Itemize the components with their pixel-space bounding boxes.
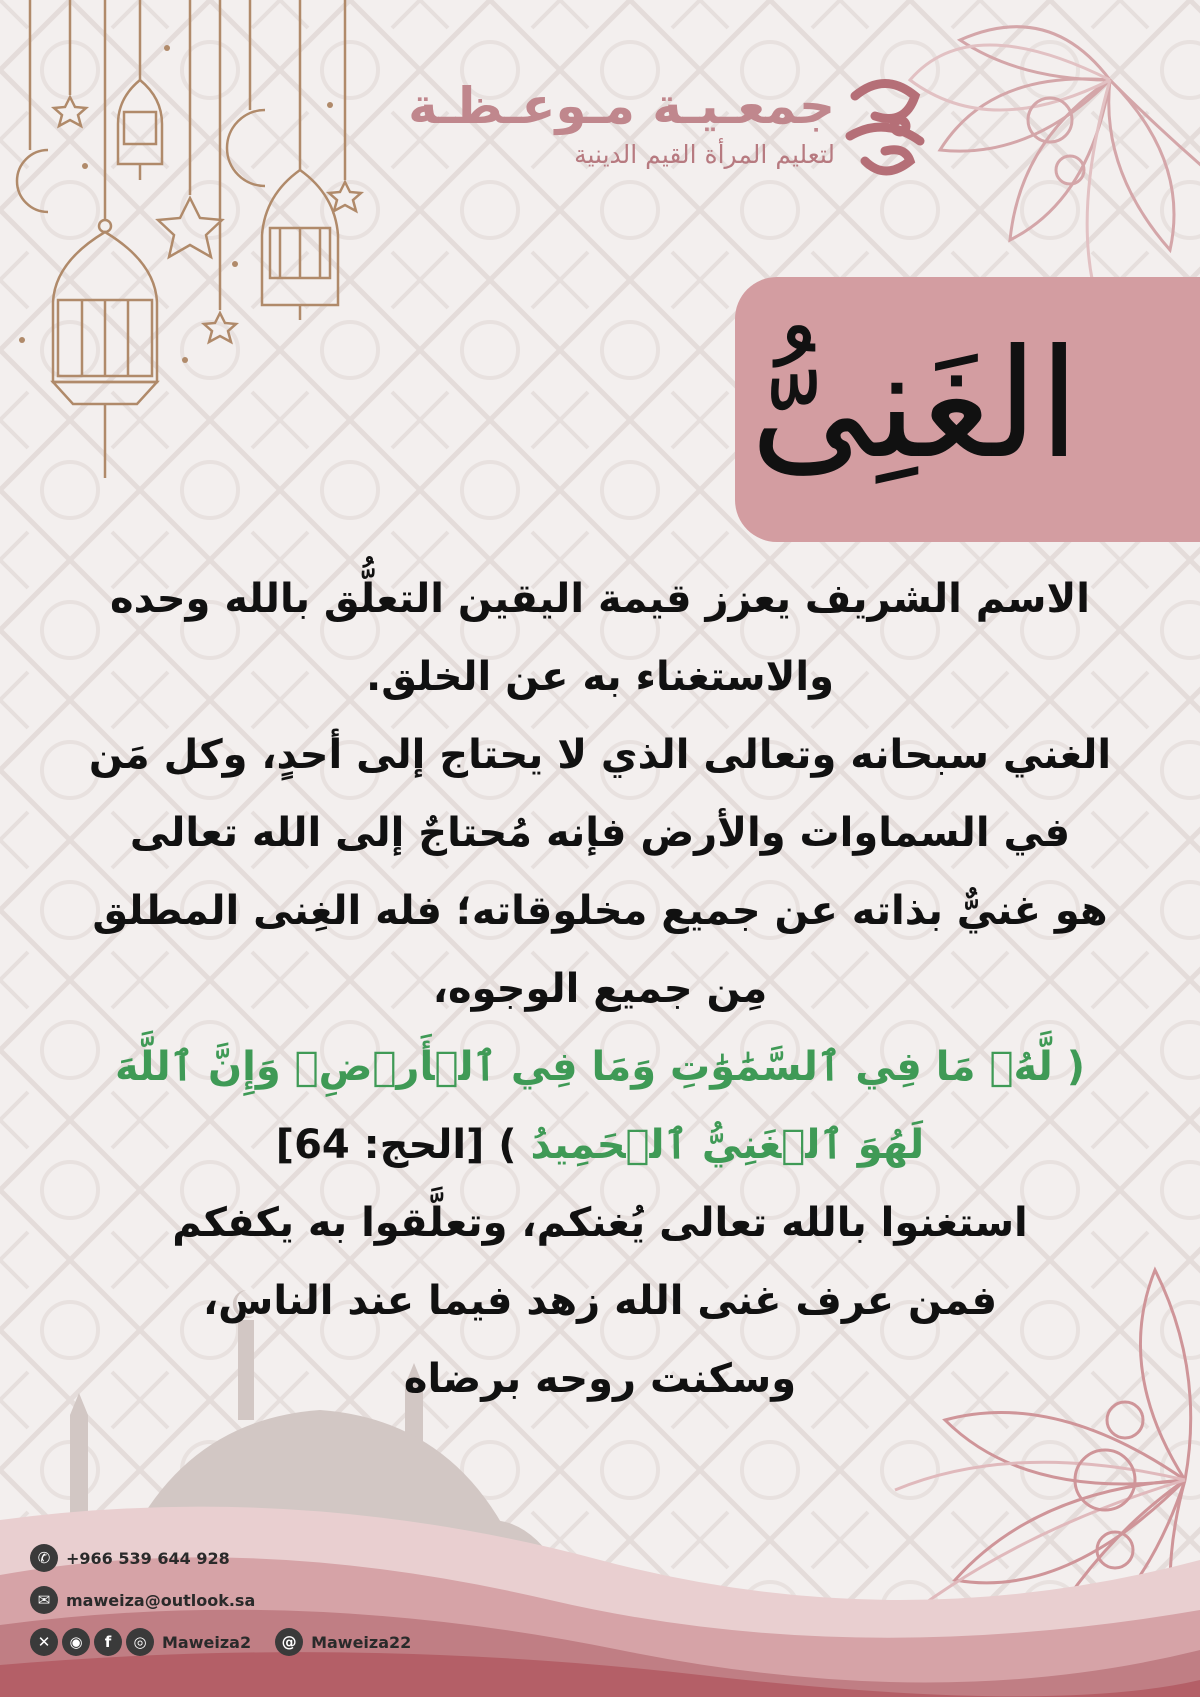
logo-icon xyxy=(835,66,935,186)
snapchat-icon[interactable]: ◉ xyxy=(62,1628,90,1656)
closing-line: استغنوا بالله تعالى يُغنكم، وتعلَّقوا به يكفكم xyxy=(172,1200,1028,1246)
facebook-icon[interactable]: f xyxy=(94,1628,122,1656)
social-row xyxy=(30,1624,411,1660)
email-address[interactable]: maweiza@outlook.sa xyxy=(66,1590,256,1610)
body-line: الاسم الشريف يعزز قيمة اليقين التعلُّق بالله وحده xyxy=(110,576,1090,622)
logo xyxy=(408,78,835,172)
social-handle-1[interactable]: Maweiza2 xyxy=(162,1632,252,1652)
threads-icon[interactable]: @ xyxy=(275,1628,303,1656)
body-line: هو غنيٌّ بذاته عن جميع مخلوقاته؛ فله الغِنى المطلق xyxy=(92,888,1108,934)
logo-subtitle: لتعليم المرأة القيم الدينية xyxy=(574,140,835,169)
crescent-icon xyxy=(17,150,48,212)
closing-line: وسكنت روحه برضاه xyxy=(403,1356,797,1402)
mandala-top-right xyxy=(910,27,1200,310)
phone-row xyxy=(30,1540,411,1576)
lanterns-ornament xyxy=(17,0,361,478)
closing-line: فمن عرف غنى الله زهد فيما عند الناس، xyxy=(202,1278,998,1324)
email-row xyxy=(30,1582,411,1618)
instagram-icon[interactable]: ◎ xyxy=(126,1628,154,1656)
body-line: والاستغناء به عن الخلق. xyxy=(366,654,834,700)
contact-info xyxy=(30,1540,411,1666)
body-text xyxy=(40,560,1160,1418)
page-title: الغَنِىُّ xyxy=(749,318,1081,492)
logo-name: جمعـيـة مـوعـظـة xyxy=(408,77,835,135)
social-handle-2[interactable]: Maweiza22 xyxy=(311,1632,412,1652)
quran-verse-text: لَهُوَ ٱلۡغَنِيُّ ٱلۡحَمِيدُ xyxy=(530,1122,925,1168)
verse-reference: ) [الحج: 64] xyxy=(275,1122,531,1168)
quran-verse-line2 xyxy=(40,1106,1160,1184)
whatsapp-icon[interactable]: ✆ xyxy=(30,1544,58,1572)
x-icon[interactable]: ✕ xyxy=(30,1628,58,1656)
email-icon[interactable]: ✉ xyxy=(30,1586,58,1614)
body-line: في السماوات والأرض فإنه مُحتاجٌ إلى الله تعالى xyxy=(129,810,1071,856)
body-line: الغني سبحانه وتعالى الذي لا يحتاج إلى أحدٍ، وكل مَن xyxy=(88,732,1112,778)
quran-verse-line1: ( لَّهُۥ مَا فِي ٱلسَّمَٰوَٰتِ وَمَا فِي ٱلۡأَرۡضِۗ وَإِنَّ ٱللَّهَ xyxy=(115,1044,1085,1090)
body-line: مِن جميع الوجوه، xyxy=(432,966,768,1012)
phone-number[interactable]: +966 539 644 928 xyxy=(66,1548,230,1568)
